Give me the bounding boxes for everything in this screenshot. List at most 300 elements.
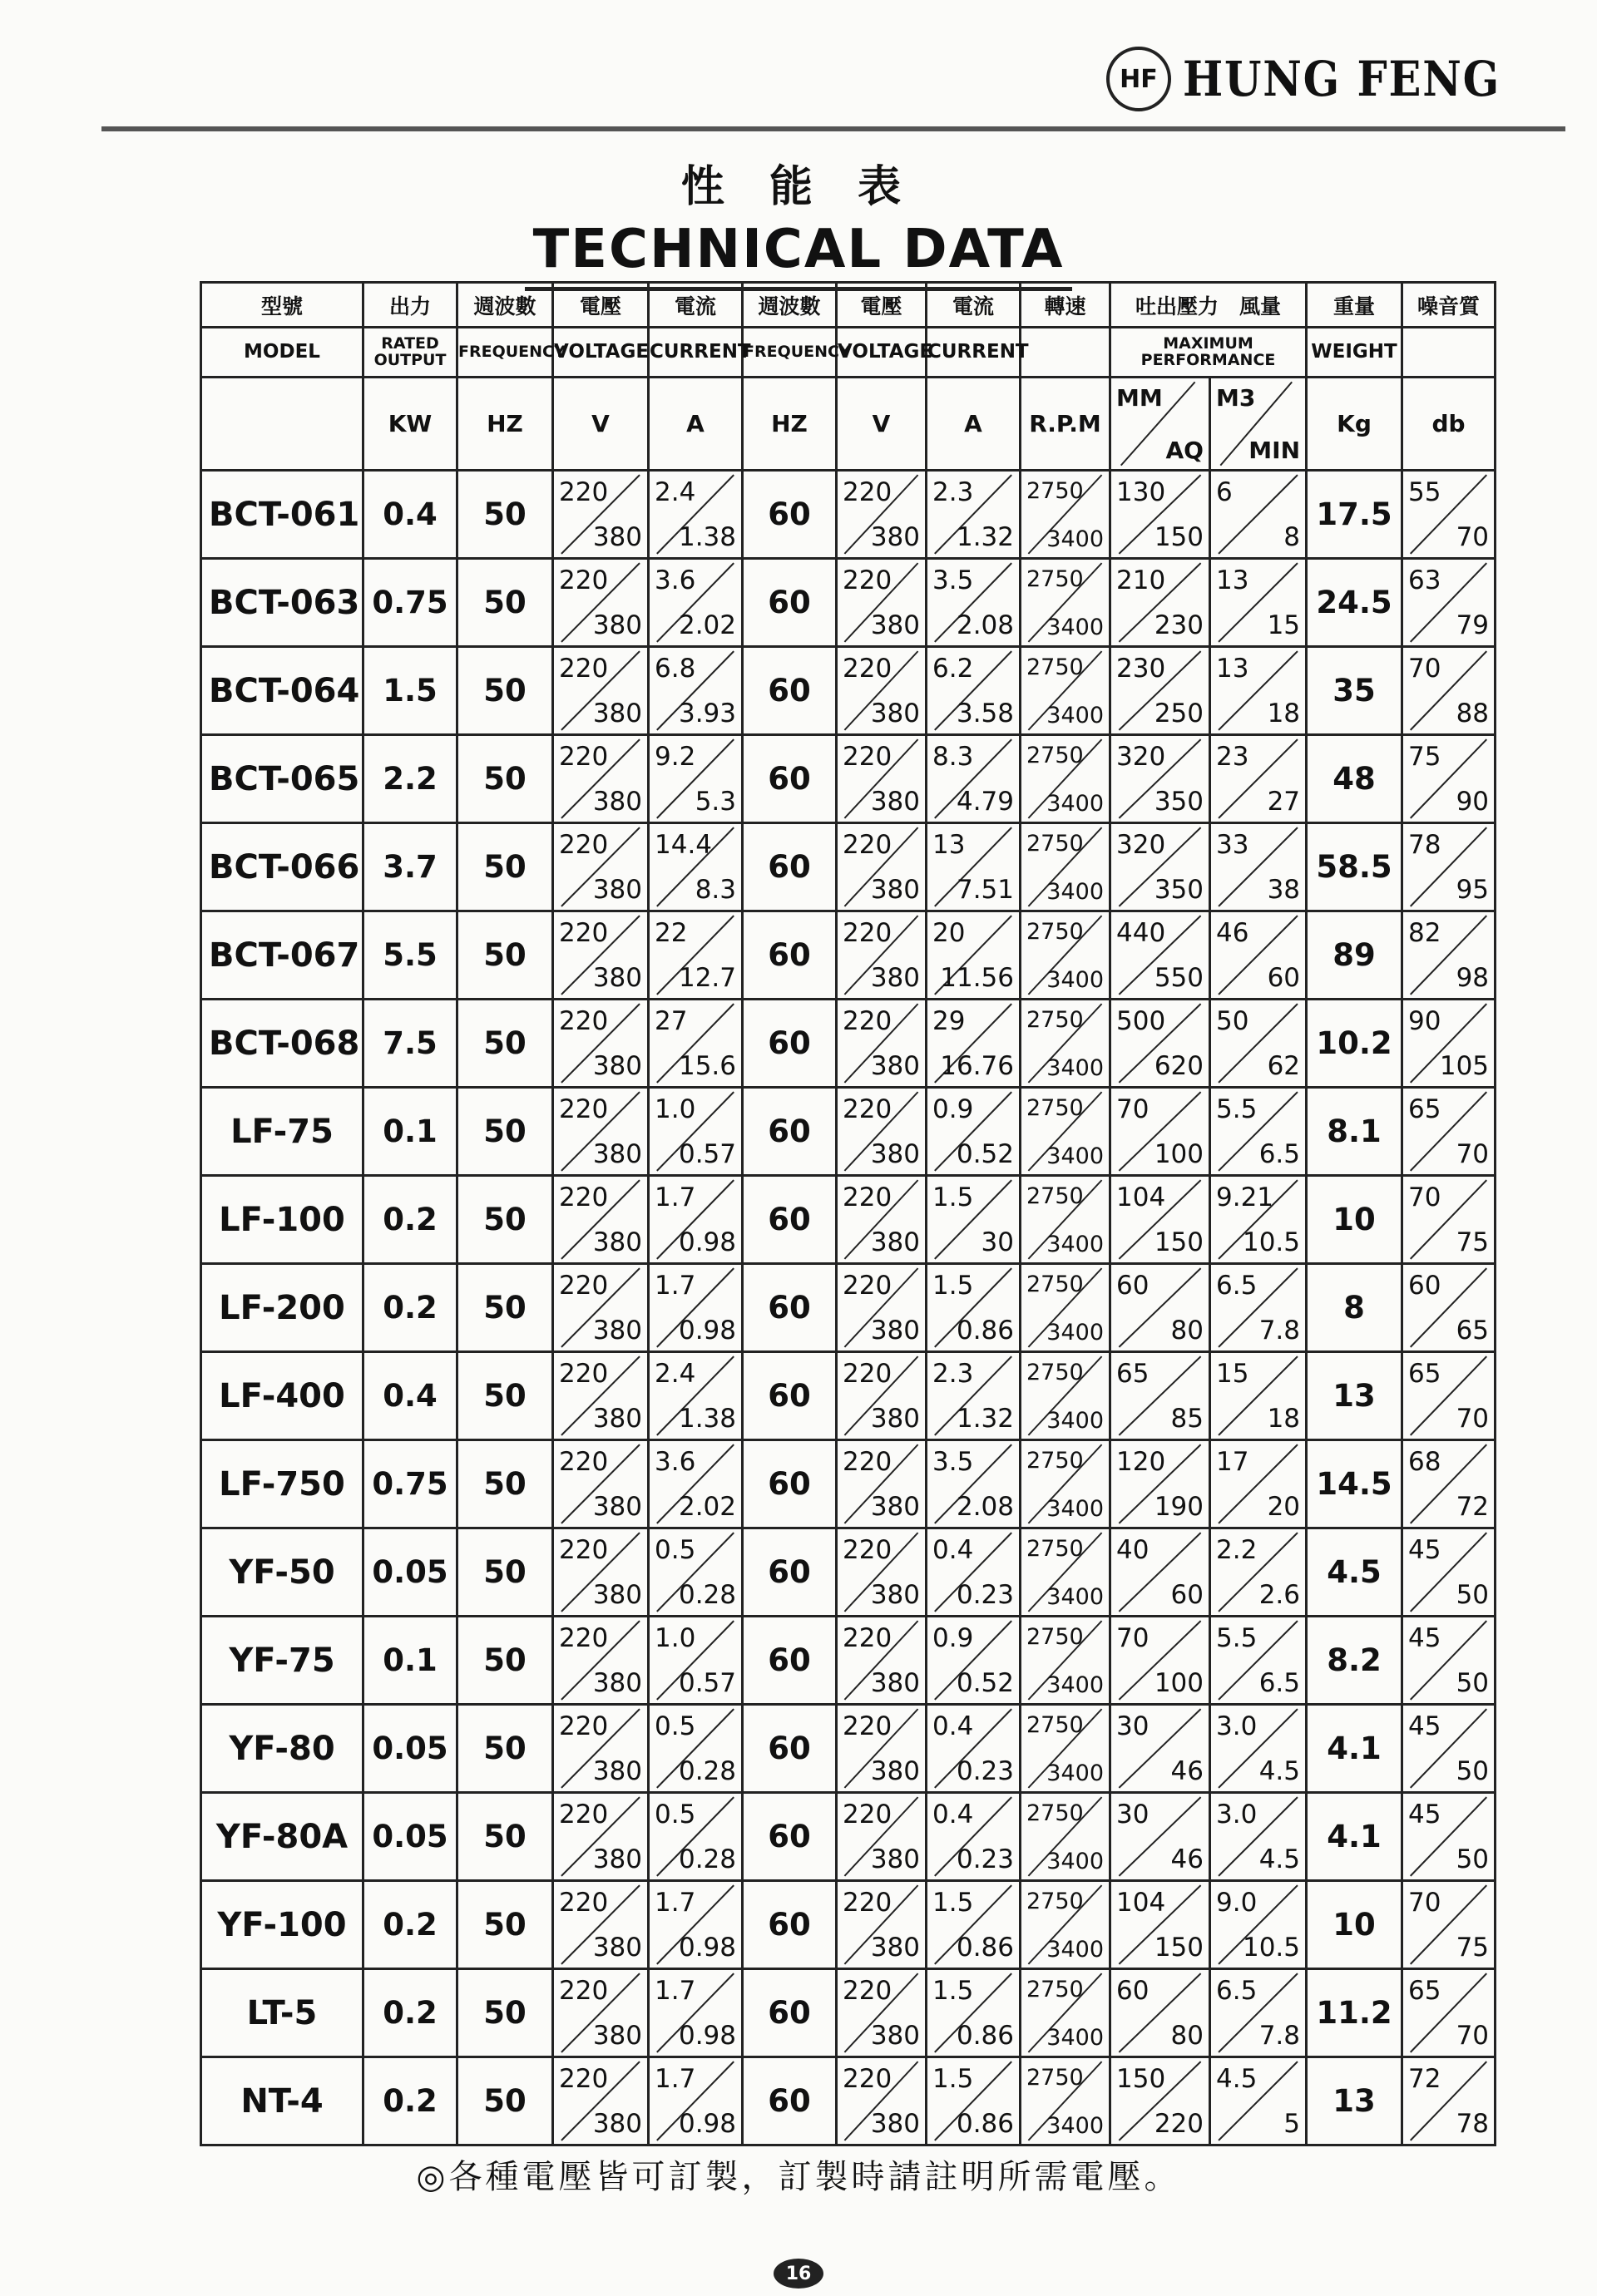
- current-50-cell: [649, 1528, 743, 1617]
- voltage-60-cell-bottom: 380: [870, 963, 920, 993]
- hf-logo: HF: [1106, 47, 1171, 111]
- voltage-60-cell: [837, 559, 927, 647]
- model-cell: BCT-063: [201, 559, 363, 647]
- pressure-cell-bottom: 46: [1170, 1756, 1204, 1786]
- header-cn-volt-50: 電壓: [553, 283, 649, 328]
- unit-v-50: V: [553, 378, 649, 471]
- voltage-60-cell-bottom: 380: [870, 1844, 920, 1874]
- voltage-50-cell: [553, 2057, 649, 2145]
- freq-50-cell: 50: [457, 1352, 553, 1440]
- noise-cell: [1402, 911, 1496, 1000]
- pressure-cell: [1110, 1440, 1210, 1528]
- rpm-cell-top: 2750: [1026, 1977, 1084, 2002]
- freq-60-cell: 60: [743, 471, 837, 559]
- header-en-freq-50: FREQUENCY: [457, 328, 553, 378]
- noise-cell-bottom: 65: [1456, 1316, 1490, 1346]
- unit-a-50: A: [649, 378, 743, 471]
- current-60-cell-top: 0.4: [932, 1535, 974, 1565]
- current-60-cell-bottom: 0.52: [956, 1668, 1014, 1698]
- current-50-cell-top: 14.4: [655, 830, 713, 860]
- model-cell: YF-75: [201, 1617, 363, 1705]
- freq-60-cell: 60: [743, 1528, 837, 1617]
- pressure-cell: [1110, 1617, 1210, 1705]
- noise-cell: [1402, 1264, 1496, 1352]
- noise-cell-top: 70: [1408, 1888, 1441, 1918]
- airflow-cell-top: 13: [1216, 565, 1249, 595]
- header-en-output: RATED OUTPUT: [363, 328, 457, 378]
- noise-cell: [1402, 647, 1496, 735]
- voltage-50-cell-bottom: 380: [592, 1580, 642, 1610]
- airflow-cell-bottom: 10.5: [1242, 1933, 1301, 1963]
- rpm-cell: [1021, 647, 1110, 735]
- current-50-cell-top: 0.5: [655, 1535, 696, 1565]
- pressure-cell: [1110, 823, 1210, 911]
- voltage-50-cell: [553, 1528, 649, 1617]
- noise-cell: [1402, 559, 1496, 647]
- noise-cell-bottom: 50: [1456, 1756, 1490, 1786]
- voltage-50-cell: [553, 1440, 649, 1528]
- table-row: [201, 647, 1496, 735]
- noise-cell-bottom: 50: [1456, 1580, 1490, 1610]
- pressure-cell: [1110, 1352, 1210, 1440]
- current-60-cell: [927, 1881, 1021, 1969]
- current-60-cell-top: 13: [932, 830, 966, 860]
- pressure-cell-top: 500: [1116, 1006, 1166, 1036]
- rpm-cell-top: 2750: [1026, 566, 1084, 592]
- freq-60-cell: 60: [743, 911, 837, 1000]
- current-60-cell-bottom: 0.86: [956, 1933, 1014, 1963]
- airflow-cell-bottom: 18: [1267, 699, 1301, 728]
- unit-hz-50: HZ: [457, 378, 553, 471]
- rpm-cell-bottom: 3400: [1046, 615, 1104, 640]
- unit-kw: KW: [363, 378, 457, 471]
- pressure-cell: [1110, 2057, 1210, 2145]
- voltage-60-cell-top: 220: [843, 1888, 892, 1918]
- unit-m3-min: [1210, 378, 1307, 471]
- noise-cell: [1402, 1000, 1496, 1088]
- current-60-cell: [927, 559, 1021, 647]
- current-50-cell-top: 1.7: [655, 1183, 696, 1212]
- noise-cell: [1402, 1969, 1496, 2057]
- airflow-cell-top: 6.5: [1216, 1271, 1258, 1301]
- noise-cell-top: 45: [1408, 1623, 1441, 1653]
- model-cell: LF-100: [201, 1176, 363, 1264]
- freq-60-cell: 60: [743, 2057, 837, 2145]
- voltage-50-cell: [553, 823, 649, 911]
- weight-cell: 89: [1307, 911, 1402, 1000]
- noise-cell-top: 65: [1408, 1359, 1441, 1389]
- airflow-cell-top: 33: [1216, 830, 1249, 860]
- current-60-cell: [927, 735, 1021, 823]
- pressure-cell: [1110, 1969, 1210, 2057]
- title-chinese: 性 能 表: [680, 162, 917, 212]
- voltage-50-cell-top: 220: [559, 918, 609, 948]
- rpm-cell: [1021, 1969, 1110, 2057]
- noise-cell-top: 82: [1408, 918, 1441, 948]
- weight-cell: 58.5: [1307, 823, 1402, 911]
- rpm-cell-top: 2750: [1026, 478, 1084, 504]
- rpm-cell-bottom: 3400: [1046, 1672, 1104, 1698]
- airflow-cell: [1210, 1705, 1307, 1793]
- pressure-cell: [1110, 1264, 1210, 1352]
- current-50-cell: [649, 1440, 743, 1528]
- voltage-50-cell-bottom: 380: [592, 699, 642, 728]
- airflow-cell-top: 6.5: [1216, 1976, 1258, 2006]
- airflow-cell-top: 4.5: [1216, 2064, 1258, 2094]
- airflow-cell-bottom: 18: [1267, 1404, 1301, 1434]
- voltage-60-cell-top: 220: [843, 1976, 892, 2006]
- airflow-cell-top: 46: [1216, 918, 1249, 948]
- airflow-cell-bottom: 6.5: [1258, 1139, 1301, 1169]
- voltage-50-cell: [553, 1793, 649, 1881]
- voltage-50-cell-top: 220: [559, 1447, 609, 1477]
- noise-cell-top: 65: [1408, 1094, 1441, 1124]
- airflow-cell-top: 9.21: [1216, 1183, 1274, 1212]
- rpm-cell-bottom: 3400: [1046, 967, 1104, 993]
- airflow-cell-bottom: 38: [1267, 875, 1301, 905]
- table-row: [201, 1352, 1496, 1440]
- output-kw-cell: 7.5: [363, 1000, 457, 1088]
- current-60-cell-bottom: 30: [981, 1227, 1014, 1257]
- noise-cell: [1402, 1176, 1496, 1264]
- rpm-cell-top: 2750: [1026, 1536, 1084, 1562]
- pressure-cell: [1110, 1881, 1210, 1969]
- voltage-50-cell: [553, 1881, 649, 1969]
- unit-kg: Kg: [1307, 378, 1402, 471]
- current-50-cell: [649, 1793, 743, 1881]
- voltage-60-cell-bottom: 380: [870, 787, 920, 817]
- current-60-cell-bottom: 16.76: [940, 1051, 1014, 1081]
- current-60-cell-top: 6.2: [932, 654, 974, 684]
- weight-cell: 24.5: [1307, 559, 1402, 647]
- voltage-50-cell: [553, 1264, 649, 1352]
- voltage-50-cell: [553, 911, 649, 1000]
- noise-cell-top: 90: [1408, 1006, 1441, 1036]
- current-50-cell-top: 3.6: [655, 565, 696, 595]
- voltage-60-cell-bottom: 380: [870, 2021, 920, 2051]
- table-row: [201, 1705, 1496, 1793]
- airflow-cell: [1210, 2057, 1307, 2145]
- current-50-cell: [649, 911, 743, 1000]
- voltage-60-cell-bottom: 380: [870, 1580, 920, 1610]
- current-50-cell: [649, 647, 743, 735]
- freq-50-cell: 50: [457, 1528, 553, 1617]
- table-body: [201, 471, 1496, 2145]
- output-kw-cell: 5.5: [363, 911, 457, 1000]
- current-60-cell: [927, 1440, 1021, 1528]
- current-50-cell: [649, 559, 743, 647]
- current-60-cell-top: 20: [932, 918, 966, 948]
- current-50-cell-bottom: 0.98: [678, 1227, 736, 1257]
- current-50-cell-bottom: 0.57: [678, 1668, 736, 1698]
- voltage-60-cell-bottom: 380: [870, 2109, 920, 2139]
- table-row: [201, 1881, 1496, 1969]
- header-en-performance: MAXIMUM PERFORMANCE: [1110, 328, 1307, 378]
- voltage-50-cell: [553, 559, 649, 647]
- airflow-cell-top: 3.0: [1216, 1800, 1258, 1829]
- voltage-50-cell-bottom: 380: [592, 522, 642, 552]
- voltage-60-cell: [837, 1705, 927, 1793]
- rpm-cell: [1021, 1793, 1110, 1881]
- voltage-60-cell-top: 220: [843, 477, 892, 507]
- model-cell: YF-80: [201, 1705, 363, 1793]
- pressure-cell-bottom: 80: [1170, 1316, 1204, 1346]
- voltage-60-cell-bottom: 380: [870, 1404, 920, 1434]
- title-english: TECHNICAL DATA: [525, 219, 1073, 291]
- rpm-cell: [1021, 1176, 1110, 1264]
- header-cn-output: 出力: [363, 283, 457, 328]
- output-kw-cell: 0.2: [363, 1176, 457, 1264]
- unit-mm-aq: [1110, 378, 1210, 471]
- current-60-cell: [927, 1352, 1021, 1440]
- header-row-english: [201, 328, 1496, 378]
- noise-cell-bottom: 75: [1456, 1933, 1490, 1963]
- current-60-cell-bottom: 11.56: [940, 963, 1014, 993]
- voltage-60-cell-top: 220: [843, 1094, 892, 1124]
- header-cn-volt-60: 電壓: [837, 283, 927, 328]
- voltage-50-cell-top: 220: [559, 742, 609, 772]
- noise-cell-top: 45: [1408, 1535, 1441, 1565]
- freq-50-cell: 50: [457, 1881, 553, 1969]
- table-row: [201, 471, 1496, 559]
- voltage-50-cell-bottom: 380: [592, 1316, 642, 1346]
- pressure-cell-bottom: 85: [1170, 1404, 1204, 1434]
- current-60-cell-bottom: 2.08: [956, 610, 1014, 640]
- pressure-cell: [1110, 1176, 1210, 1264]
- pressure-cell-top: 60: [1116, 1976, 1150, 2006]
- voltage-60-cell: [837, 1793, 927, 1881]
- rpm-cell-top: 2750: [1026, 1271, 1084, 1297]
- voltage-60-cell-top: 220: [843, 1447, 892, 1477]
- current-60-cell-top: 1.5: [932, 1888, 974, 1918]
- freq-60-cell: 60: [743, 1264, 837, 1352]
- current-60-cell-top: 8.3: [932, 742, 974, 772]
- current-60-cell: [927, 911, 1021, 1000]
- pressure-cell: [1110, 647, 1210, 735]
- model-cell: YF-100: [201, 1881, 363, 1969]
- voltage-60-cell-bottom: 380: [870, 1668, 920, 1698]
- current-50-cell-top: 0.5: [655, 1800, 696, 1829]
- voltage-50-cell-top: 220: [559, 1359, 609, 1389]
- output-kw-cell: 0.05: [363, 1528, 457, 1617]
- rpm-cell-top: 2750: [1026, 654, 1084, 680]
- freq-60-cell: 60: [743, 559, 837, 647]
- voltage-60-cell-top: 220: [843, 1359, 892, 1389]
- output-kw-cell: 0.4: [363, 471, 457, 559]
- noise-cell-bottom: 70: [1456, 1404, 1490, 1434]
- voltage-60-cell: [837, 471, 927, 559]
- weight-cell: 8: [1307, 1264, 1402, 1352]
- voltage-60-cell-top: 220: [843, 1800, 892, 1829]
- voltage-60-cell-top: 220: [843, 742, 892, 772]
- table-row: [201, 2057, 1496, 2145]
- voltage-50-cell-top: 220: [559, 1800, 609, 1829]
- table-row: [201, 559, 1496, 647]
- current-60-cell-top: 2.3: [932, 477, 974, 507]
- current-60-cell-bottom: 0.86: [956, 1316, 1014, 1346]
- airflow-cell: [1210, 911, 1307, 1000]
- unit-a-60: A: [927, 378, 1021, 471]
- model-cell: BCT-061: [201, 471, 363, 559]
- rpm-cell-bottom: 3400: [1046, 2113, 1104, 2139]
- output-kw-cell: 0.1: [363, 1088, 457, 1176]
- airflow-cell: [1210, 1617, 1307, 1705]
- rpm-cell: [1021, 1264, 1110, 1352]
- current-60-cell: [927, 1793, 1021, 1881]
- header-cn-curr-50: 電流: [649, 283, 743, 328]
- rpm-cell-top: 2750: [1026, 1095, 1084, 1121]
- current-60-cell-bottom: 0.86: [956, 2109, 1014, 2139]
- voltage-60-cell-bottom: 380: [870, 522, 920, 552]
- rpm-cell-top: 2750: [1026, 1448, 1084, 1474]
- voltage-50-cell-bottom: 380: [592, 1227, 642, 1257]
- pressure-cell-bottom: 100: [1154, 1139, 1204, 1169]
- voltage-60-cell: [837, 1264, 927, 1352]
- voltage-60-cell-top: 220: [843, 1271, 892, 1301]
- header-cn-weight: 重量: [1307, 283, 1402, 328]
- voltage-60-cell-top: 220: [843, 1711, 892, 1741]
- header-cn-rpm: 轉速: [1021, 283, 1110, 328]
- header-en-curr-50: CURRENT: [649, 328, 743, 378]
- freq-50-cell: 50: [457, 823, 553, 911]
- current-50-cell-bottom: 2.02: [678, 610, 736, 640]
- airflow-cell-top: 13: [1216, 654, 1249, 684]
- rpm-cell-top: 2750: [1026, 831, 1084, 857]
- current-60-cell: [927, 2057, 1021, 2145]
- weight-cell: 10: [1307, 1176, 1402, 1264]
- noise-cell-top: 45: [1408, 1711, 1441, 1741]
- current-50-cell-bottom: 8.3: [695, 875, 736, 905]
- voltage-50-cell-top: 220: [559, 654, 609, 684]
- table-row: [201, 1793, 1496, 1881]
- rpm-cell: [1021, 1352, 1110, 1440]
- header-cn-freq-50: 週波數: [457, 283, 553, 328]
- rpm-cell-bottom: 3400: [1046, 2025, 1104, 2051]
- airflow-cell-top: 5.5: [1216, 1094, 1258, 1124]
- voltage-50-cell-bottom: 380: [592, 1844, 642, 1874]
- current-60-cell: [927, 1000, 1021, 1088]
- airflow-cell-bottom: 2.6: [1258, 1580, 1301, 1610]
- current-60-cell-top: 2.3: [932, 1359, 974, 1389]
- model-cell: NT-4: [201, 2057, 363, 2145]
- model-cell: BCT-068: [201, 1000, 363, 1088]
- airflow-cell: [1210, 1969, 1307, 2057]
- header-en-freq-60: FREQUENCY: [743, 328, 837, 378]
- unit-hz-60: HZ: [743, 378, 837, 471]
- current-60-cell-bottom: 0.23: [956, 1844, 1014, 1874]
- noise-cell-top: 70: [1408, 654, 1441, 684]
- output-kw-cell: 0.2: [363, 1881, 457, 1969]
- noise-cell-top: 72: [1408, 2064, 1441, 2094]
- current-50-cell-bottom: 0.28: [678, 1844, 736, 1874]
- current-60-cell-top: 1.5: [932, 1271, 974, 1301]
- table-row: [201, 1176, 1496, 1264]
- model-cell: BCT-064: [201, 647, 363, 735]
- noise-cell: [1402, 1705, 1496, 1793]
- voltage-60-cell: [837, 1440, 927, 1528]
- pressure-cell-top: 30: [1116, 1711, 1150, 1741]
- airflow-cell-bottom: 8: [1283, 522, 1301, 552]
- current-60-cell-top: 3.5: [932, 1447, 974, 1477]
- noise-cell: [1402, 1528, 1496, 1617]
- airflow-cell: [1210, 647, 1307, 735]
- voltage-50-cell-top: 220: [559, 1006, 609, 1036]
- airflow-cell-bottom: 62: [1267, 1051, 1301, 1081]
- noise-cell-top: 70: [1408, 1183, 1441, 1212]
- airflow-cell: [1210, 471, 1307, 559]
- rpm-cell-top: 2750: [1026, 1889, 1084, 1914]
- rpm-cell: [1021, 1705, 1110, 1793]
- voltage-60-cell-bottom: 380: [870, 1139, 920, 1169]
- rpm-cell: [1021, 1617, 1110, 1705]
- voltage-60-cell: [837, 735, 927, 823]
- noise-cell: [1402, 1793, 1496, 1881]
- pressure-cell-top: 104: [1116, 1888, 1166, 1918]
- current-50-cell-top: 22: [655, 918, 688, 948]
- current-50-cell-bottom: 15.6: [678, 1051, 736, 1081]
- freq-50-cell: 50: [457, 1264, 553, 1352]
- rpm-cell-bottom: 3400: [1046, 879, 1104, 905]
- unit-rpm: R.P.M: [1021, 378, 1110, 471]
- voltage-60-cell-bottom: 380: [870, 699, 920, 728]
- table-row: [201, 1264, 1496, 1352]
- voltage-50-cell-bottom: 380: [592, 1139, 642, 1169]
- voltage-50-cell-bottom: 380: [592, 1933, 642, 1963]
- current-60-cell-top: 1.5: [932, 2064, 974, 2094]
- freq-60-cell: 60: [743, 647, 837, 735]
- voltage-60-cell-top: 220: [843, 918, 892, 948]
- rpm-cell-top: 2750: [1026, 1360, 1084, 1385]
- weight-cell: 17.5: [1307, 471, 1402, 559]
- airflow-cell: [1210, 1440, 1307, 1528]
- footnote: ◎各種電壓皆可訂製，訂製時請註明所需電壓。: [416, 2158, 1181, 2196]
- weight-cell: 13: [1307, 2057, 1402, 2145]
- current-50-cell: [649, 1705, 743, 1793]
- current-50-cell: [649, 2057, 743, 2145]
- rpm-cell-bottom: 3400: [1046, 1143, 1104, 1169]
- noise-cell: [1402, 1352, 1496, 1440]
- current-60-cell-top: 29: [932, 1006, 966, 1036]
- header-en-volt-60: VOLTAGE: [837, 328, 927, 378]
- current-60-cell-bottom: 7.51: [956, 875, 1014, 905]
- pressure-cell: [1110, 559, 1210, 647]
- output-kw-cell: 0.05: [363, 1793, 457, 1881]
- rpm-cell-bottom: 3400: [1046, 1760, 1104, 1786]
- header-cn-performance: 吐出壓力 風量: [1110, 283, 1307, 328]
- current-50-cell-bottom: 0.98: [678, 2109, 736, 2139]
- freq-50-cell: 50: [457, 1705, 553, 1793]
- voltage-50-cell-bottom: 380: [592, 1051, 642, 1081]
- airflow-cell: [1210, 1264, 1307, 1352]
- unit-min: MIN: [1248, 437, 1301, 464]
- pressure-cell-bottom: 620: [1154, 1051, 1204, 1081]
- output-kw-cell: 3.7: [363, 823, 457, 911]
- rpm-cell-bottom: 3400: [1046, 526, 1104, 552]
- output-kw-cell: 0.75: [363, 1440, 457, 1528]
- airflow-cell-bottom: 5: [1283, 2109, 1301, 2139]
- noise-cell: [1402, 1881, 1496, 1969]
- model-cell: BCT-065: [201, 735, 363, 823]
- rpm-cell: [1021, 1881, 1110, 1969]
- freq-50-cell: 50: [457, 647, 553, 735]
- table-row: [201, 1440, 1496, 1528]
- rpm-cell-top: 2750: [1026, 1183, 1084, 1209]
- current-50-cell-bottom: 3.93: [678, 699, 736, 728]
- noise-cell-bottom: 98: [1456, 963, 1490, 993]
- current-50-cell-bottom: 1.38: [678, 522, 736, 552]
- airflow-cell-top: 23: [1216, 742, 1249, 772]
- voltage-50-cell: [553, 735, 649, 823]
